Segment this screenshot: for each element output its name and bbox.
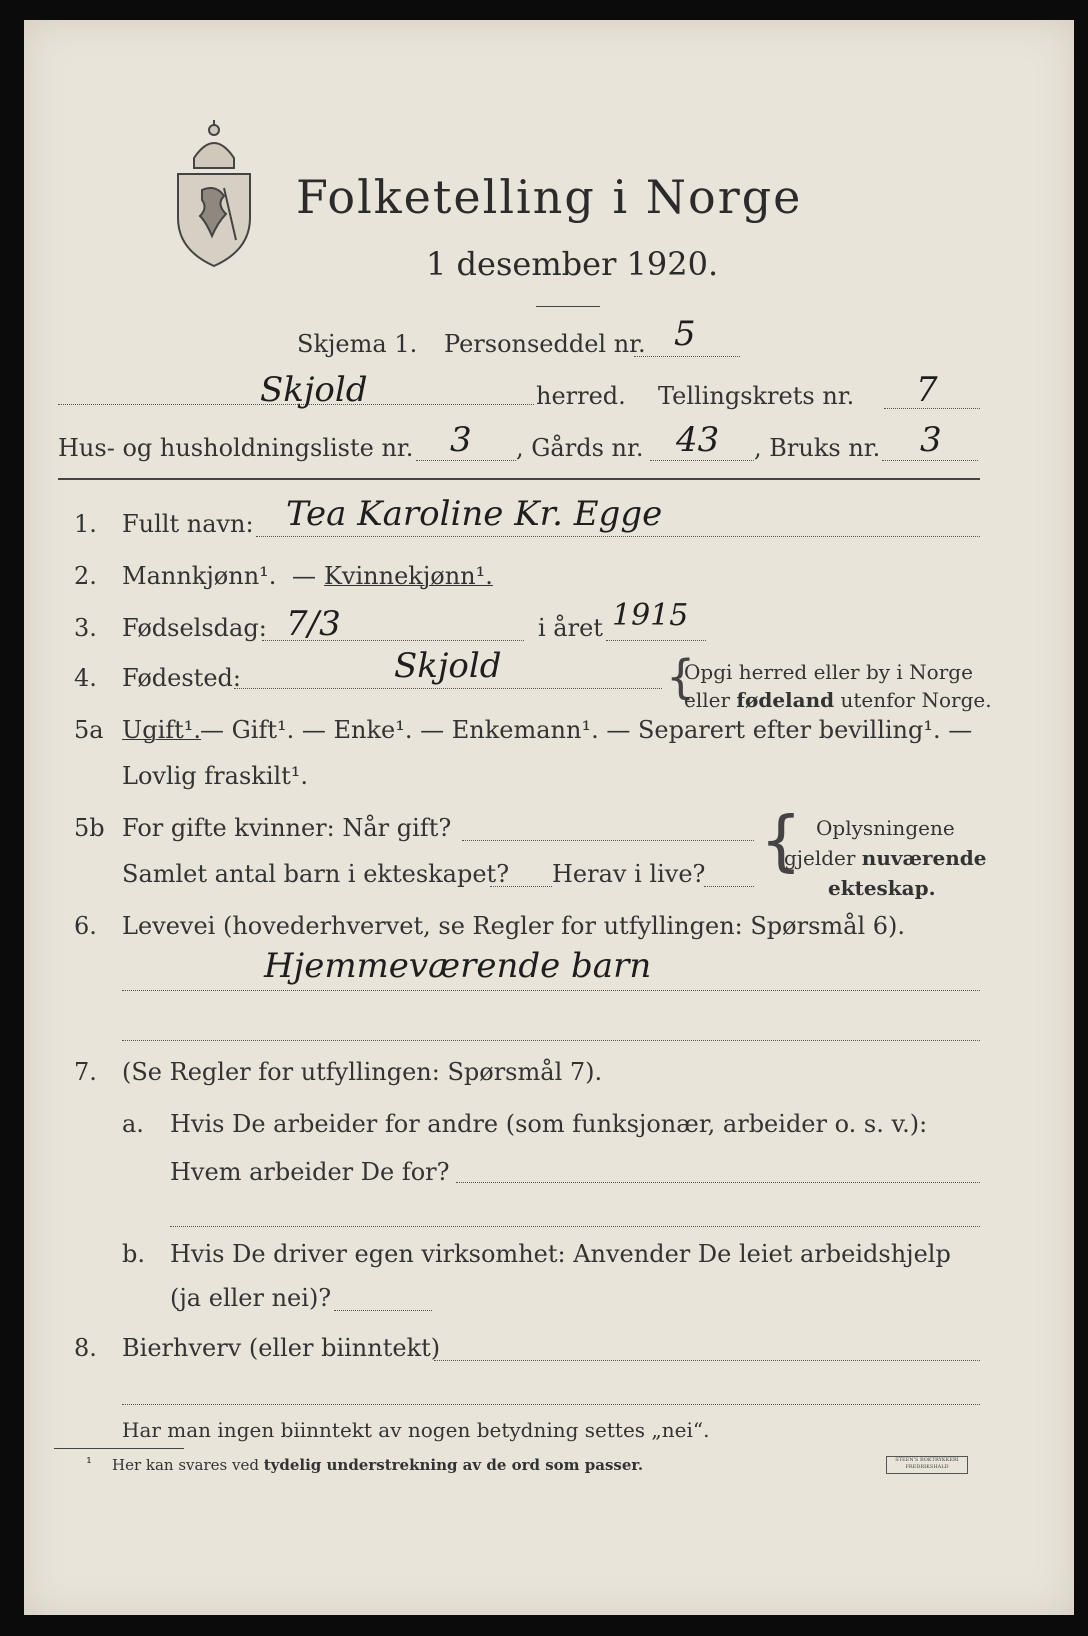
q8-number: 8. xyxy=(74,1334,97,1362)
tellingskrets-label: Tellingskrets nr. xyxy=(658,382,855,410)
personseddel-line xyxy=(634,356,740,357)
footnote-mark: ¹ xyxy=(86,1454,93,1472)
personseddel-value: 5 xyxy=(674,314,696,354)
q5b-note-3: ekteskap. xyxy=(828,876,936,900)
q6-number: 6. xyxy=(74,912,97,940)
q1-value: Tea Karoline Kr. Egge xyxy=(286,494,663,534)
printer-stamp: STEEN'S BOKTRYKKERI FREDRIKSHALD xyxy=(886,1456,968,1474)
footnote-text: Her kan svares ved tydelig understrekning av de ord som passer. xyxy=(112,1456,644,1474)
q7-label: (Se Regler for utfyllingen: Spørsmål 7). xyxy=(122,1058,603,1086)
q5b-line-2 xyxy=(490,886,552,887)
q6-line-1 xyxy=(122,990,980,991)
q5b-label-1: For gifte kvinner: Når gift? xyxy=(122,814,452,842)
title-divider xyxy=(536,306,600,307)
q8-line-1 xyxy=(434,1360,980,1361)
q5b-note-2: gjelder nuværende xyxy=(784,846,987,870)
bruks-line xyxy=(882,460,978,461)
q7-number: 7. xyxy=(74,1058,97,1086)
q5b-number: 5b xyxy=(74,814,105,842)
q7b-letter: b. xyxy=(122,1240,145,1268)
q2-number: 2. xyxy=(74,562,97,590)
q5b-line-3 xyxy=(704,886,754,887)
q7b-label-2: (ja eller nei)? xyxy=(170,1284,332,1312)
footnote-divider xyxy=(54,1448,184,1449)
q4-value: Skjold xyxy=(394,646,502,686)
q5b-note-1: Oplysningene xyxy=(816,816,955,840)
q6-value: Hjemmeværende barn xyxy=(264,946,652,986)
q4-number: 4. xyxy=(74,664,97,692)
q3-year-value: 1915 xyxy=(612,598,689,633)
q2-mann: Mannkjønn¹. xyxy=(122,562,277,590)
gards-line xyxy=(650,460,754,461)
q7b-line xyxy=(334,1310,432,1311)
q4-note-1: Opgi herred eller by i Norge xyxy=(684,660,973,684)
gards-value: 43 xyxy=(676,420,720,460)
q4-line xyxy=(234,688,662,689)
q2-kvinne-selected: Kvinnekjønn¹. xyxy=(324,562,493,590)
q3-number: 3. xyxy=(74,614,97,642)
schema-label: Skjema 1. xyxy=(297,330,418,358)
q1-line xyxy=(256,536,980,537)
q2-dash: — xyxy=(292,562,316,590)
q6-label: Levevei (hovederhvervet, se Regler for utfyllingen: Spørsmål 6). xyxy=(122,912,906,940)
q8-note: Har man ingen biinntekt av nogen betydning settes „nei“. xyxy=(122,1418,710,1442)
q7a-label-2: Hvem arbeider De for? xyxy=(170,1158,450,1186)
header-divider xyxy=(58,478,980,480)
q5b-label-3: Herav i live? xyxy=(552,860,706,888)
q1-label: Fullt navn: xyxy=(122,510,254,538)
q7a-label: Hvis De arbeider for andre (som funksjonær, arbeider o. s. v.): xyxy=(170,1110,928,1138)
q8-line-2 xyxy=(122,1404,980,1405)
personseddel-label: Personseddel nr. xyxy=(444,330,646,358)
q8-label: Bierhverv (eller biinntekt) xyxy=(122,1334,441,1362)
q3-year-line xyxy=(606,640,706,641)
q5b-line-1 xyxy=(462,840,754,841)
tellingskrets-value: 7 xyxy=(916,370,938,410)
coat-of-arms-icon xyxy=(172,118,256,268)
q7b-label: Hvis De driver egen virksomhet: Anvender De leiet arbeidshjelp xyxy=(170,1240,951,1268)
q5b-label-2: Samlet antal barn i ekteskapet? xyxy=(122,860,510,888)
q6-line-2 xyxy=(122,1040,980,1041)
herred-value: Skjold xyxy=(260,370,368,410)
q5b-brace: { xyxy=(760,802,802,879)
q4-brace: { xyxy=(666,650,696,704)
bruks-value: 3 xyxy=(920,420,942,460)
hus-value: 3 xyxy=(450,420,472,460)
q3-year-label: i året xyxy=(538,614,603,642)
q5a-ugift-selected: Ugift¹. xyxy=(122,716,202,744)
q1-number: 1. xyxy=(74,510,97,538)
herred-label: herred. xyxy=(536,382,626,410)
q5a-line2: Lovlig fraskilt¹. xyxy=(122,762,309,790)
census-form xyxy=(24,20,1074,1615)
q7a-line-2 xyxy=(170,1226,980,1227)
q7a-line-1 xyxy=(456,1182,980,1183)
hus-label: Hus- og husholdningsliste nr. xyxy=(58,434,414,462)
census-date: 1 desember 1920. xyxy=(426,245,719,283)
q7a-letter: a. xyxy=(122,1110,144,1138)
bruks-label: , Bruks nr. xyxy=(754,434,881,462)
q3-value: 7/3 xyxy=(286,604,341,644)
q4-note-2: eller fødeland utenfor Norge. xyxy=(684,688,992,712)
q5a-options: — Gift¹. — Enke¹. — Enkemann¹. — Separert efter bevilling¹. — xyxy=(200,716,973,744)
gards-label: , Gårds nr. xyxy=(516,434,644,462)
hus-line xyxy=(416,460,516,461)
form-title: Folketelling i Norge xyxy=(296,170,803,224)
q5a-number: 5a xyxy=(74,716,104,744)
q4-label: Fødested: xyxy=(122,664,241,692)
q3-label: Fødselsdag: xyxy=(122,614,267,642)
